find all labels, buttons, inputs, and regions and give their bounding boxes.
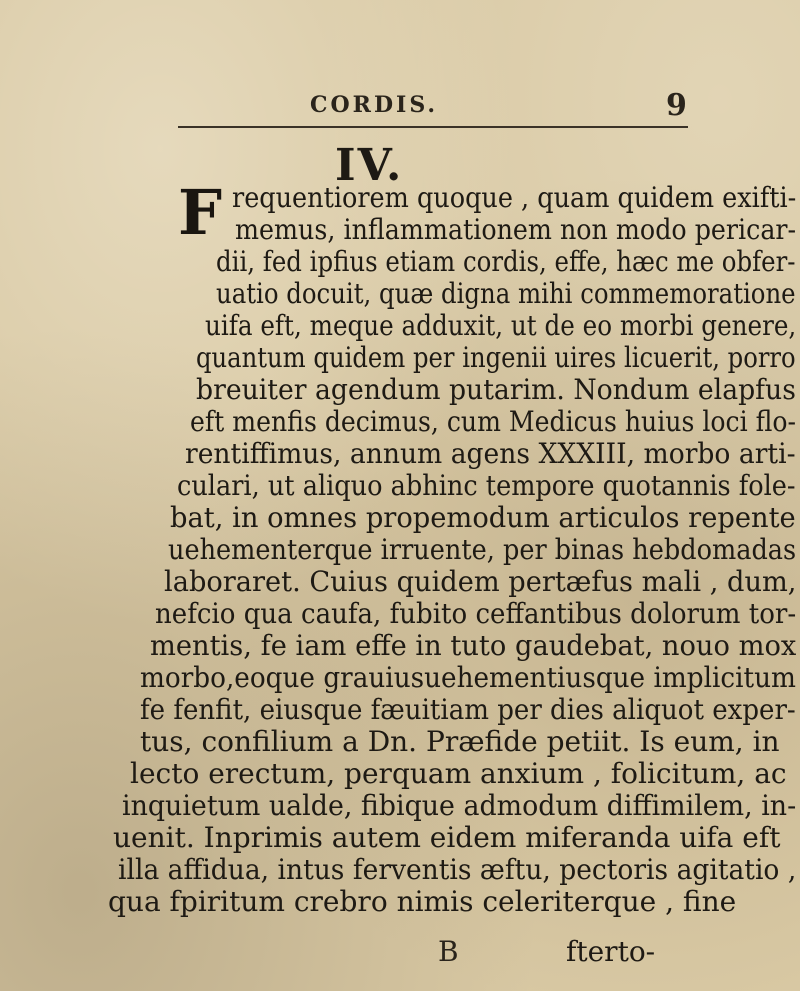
- text-line: inquietum ualde, fibique admodum diffimilem, in-: [122, 789, 797, 822]
- text-line: laboraret. Cuius quidem pertæfus mali , dum,: [164, 565, 797, 598]
- text-line: breuiter agendum putarim. Nondum elapfus: [196, 373, 796, 406]
- page-footer: [0, 935, 800, 971]
- text-line: culari, ut aliquo abhinc tempore quotannis fole-: [177, 469, 796, 502]
- text-line: mentis, fe iam effe in tuto gaudebat, nouo mox: [150, 629, 797, 662]
- text-line: uenit. Inprimis autem eidem miferanda uifa eft: [113, 821, 781, 854]
- text-line: rentiffimus, annum agens XXXIII, morbo arti-: [185, 437, 796, 470]
- text-line: tus, confilium a Dn. Præfide petiit. Is eum, in: [140, 725, 780, 758]
- text-line: morbo,eoque grauiusuehementiusque implicitum: [140, 661, 796, 694]
- text-line: quantum quidem per ingenii uires licuerit, porro: [196, 341, 796, 374]
- drop-cap: F: [178, 176, 223, 249]
- text-line: bat, in omnes propemodum articulos repente: [170, 501, 796, 534]
- catchword: fterto-: [566, 935, 656, 968]
- signature-mark: B: [438, 935, 459, 968]
- running-head: CORDIS.: [310, 92, 439, 118]
- text-line: requentiorem quoque , quam quidem exifti-: [232, 181, 797, 214]
- text-line: illa affidua, intus ferventis æftu, pectoris agitatio ,: [118, 853, 797, 886]
- section-number: IV.: [335, 140, 404, 191]
- text-line: dii, fed ipfius etiam cordis, effe, hæc me obfer-: [216, 245, 796, 278]
- text-line: eft menfis decimus, cum Medicus huius loci flo-: [190, 405, 797, 438]
- text-line: memus, inflammationem non modo pericar-: [235, 213, 797, 246]
- text-line: nefcio qua caufa, fubito ceffantibus dolorum tor-: [155, 597, 797, 630]
- page-number: 9: [666, 88, 687, 123]
- text-line: uehementerque irruente, per binas hebdomadas: [168, 533, 797, 566]
- text-line: uifa eft, meque adduxit, ut de eo morbi genere,: [205, 309, 797, 342]
- text-line: uatio docuit, quæ digna mihi commemoratione: [216, 277, 796, 310]
- text-line: fe fenfit, eiusque fæuitiam per dies aliquot exper-: [140, 693, 796, 726]
- text-line: qua fpiritum crebro nimis celeriterque , fine: [108, 885, 737, 918]
- text-line: lecto erectum, perquam anxium , folicitum, ac: [130, 757, 787, 790]
